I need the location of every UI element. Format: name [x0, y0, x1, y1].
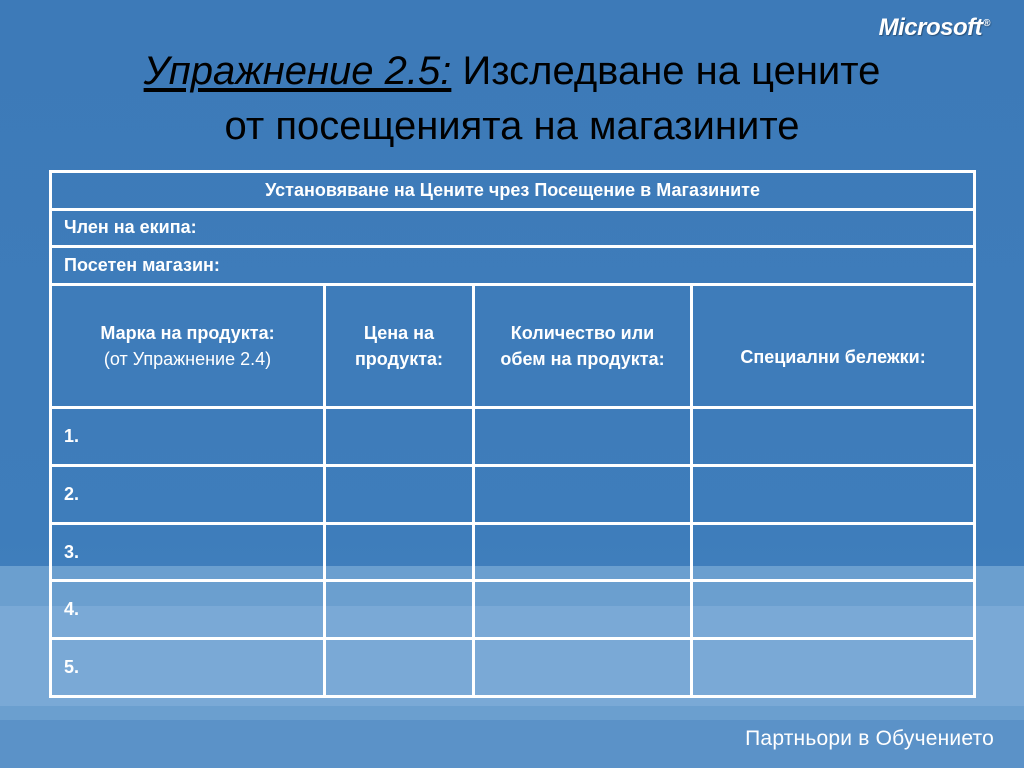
notes-cell[interactable]	[692, 523, 975, 581]
table-row	[51, 523, 975, 581]
store-row	[51, 247, 975, 285]
row-number: 3.	[51, 523, 325, 581]
quantity-cell[interactable]	[474, 408, 692, 466]
quantity-cell[interactable]	[474, 581, 692, 639]
row-number: 1.	[51, 408, 325, 466]
quantity-cell[interactable]	[474, 639, 692, 697]
notes-cell[interactable]	[692, 408, 975, 466]
title-prefix: Упражнение 2.5:	[143, 49, 452, 93]
table-row	[51, 639, 975, 697]
price-cell[interactable]	[325, 465, 474, 523]
row-number: 2.	[51, 465, 325, 523]
column-header-brand	[51, 284, 325, 408]
table-row	[51, 465, 975, 523]
price-cell[interactable]	[325, 581, 474, 639]
price-cell[interactable]	[325, 523, 474, 581]
price-cell[interactable]	[325, 408, 474, 466]
notes-cell[interactable]	[692, 465, 975, 523]
table-row	[51, 581, 975, 639]
footer-caption: Партньори в Обучението	[745, 727, 994, 750]
notes-cell[interactable]	[692, 581, 975, 639]
column-header-notes: Специални бележки:	[692, 284, 975, 408]
notes-cell[interactable]	[692, 639, 975, 697]
table-heading-row	[51, 172, 975, 210]
slide-title	[40, 44, 984, 154]
brand-header-label: Марка на продукта:	[100, 322, 275, 343]
title-line-1: Изследване на цените	[451, 49, 881, 93]
microsoft-logo: Microsoft®	[878, 14, 990, 41]
row-number: 5.	[51, 639, 325, 697]
store-label: Посетен магазин:	[51, 247, 975, 285]
team-member-label: Член на екипа:	[51, 209, 975, 247]
title-line-2: от посещенията на магазините	[224, 104, 800, 148]
column-header-row	[51, 284, 975, 408]
brand-header-note: (от Упражнение 2.4)	[103, 348, 272, 369]
quantity-cell[interactable]	[474, 465, 692, 523]
table-row	[51, 408, 975, 466]
quantity-cell[interactable]	[474, 523, 692, 581]
price-research-table	[49, 170, 976, 698]
row-number: 4.	[51, 581, 325, 639]
column-header-price: Цена на продукта:	[325, 284, 474, 408]
column-header-quantity: Количество или обем на продукта:	[474, 284, 692, 408]
table-heading: Установяване на Цените чрез Посещение в Магазините	[51, 172, 975, 210]
price-cell[interactable]	[325, 639, 474, 697]
team-member-row	[51, 209, 975, 247]
